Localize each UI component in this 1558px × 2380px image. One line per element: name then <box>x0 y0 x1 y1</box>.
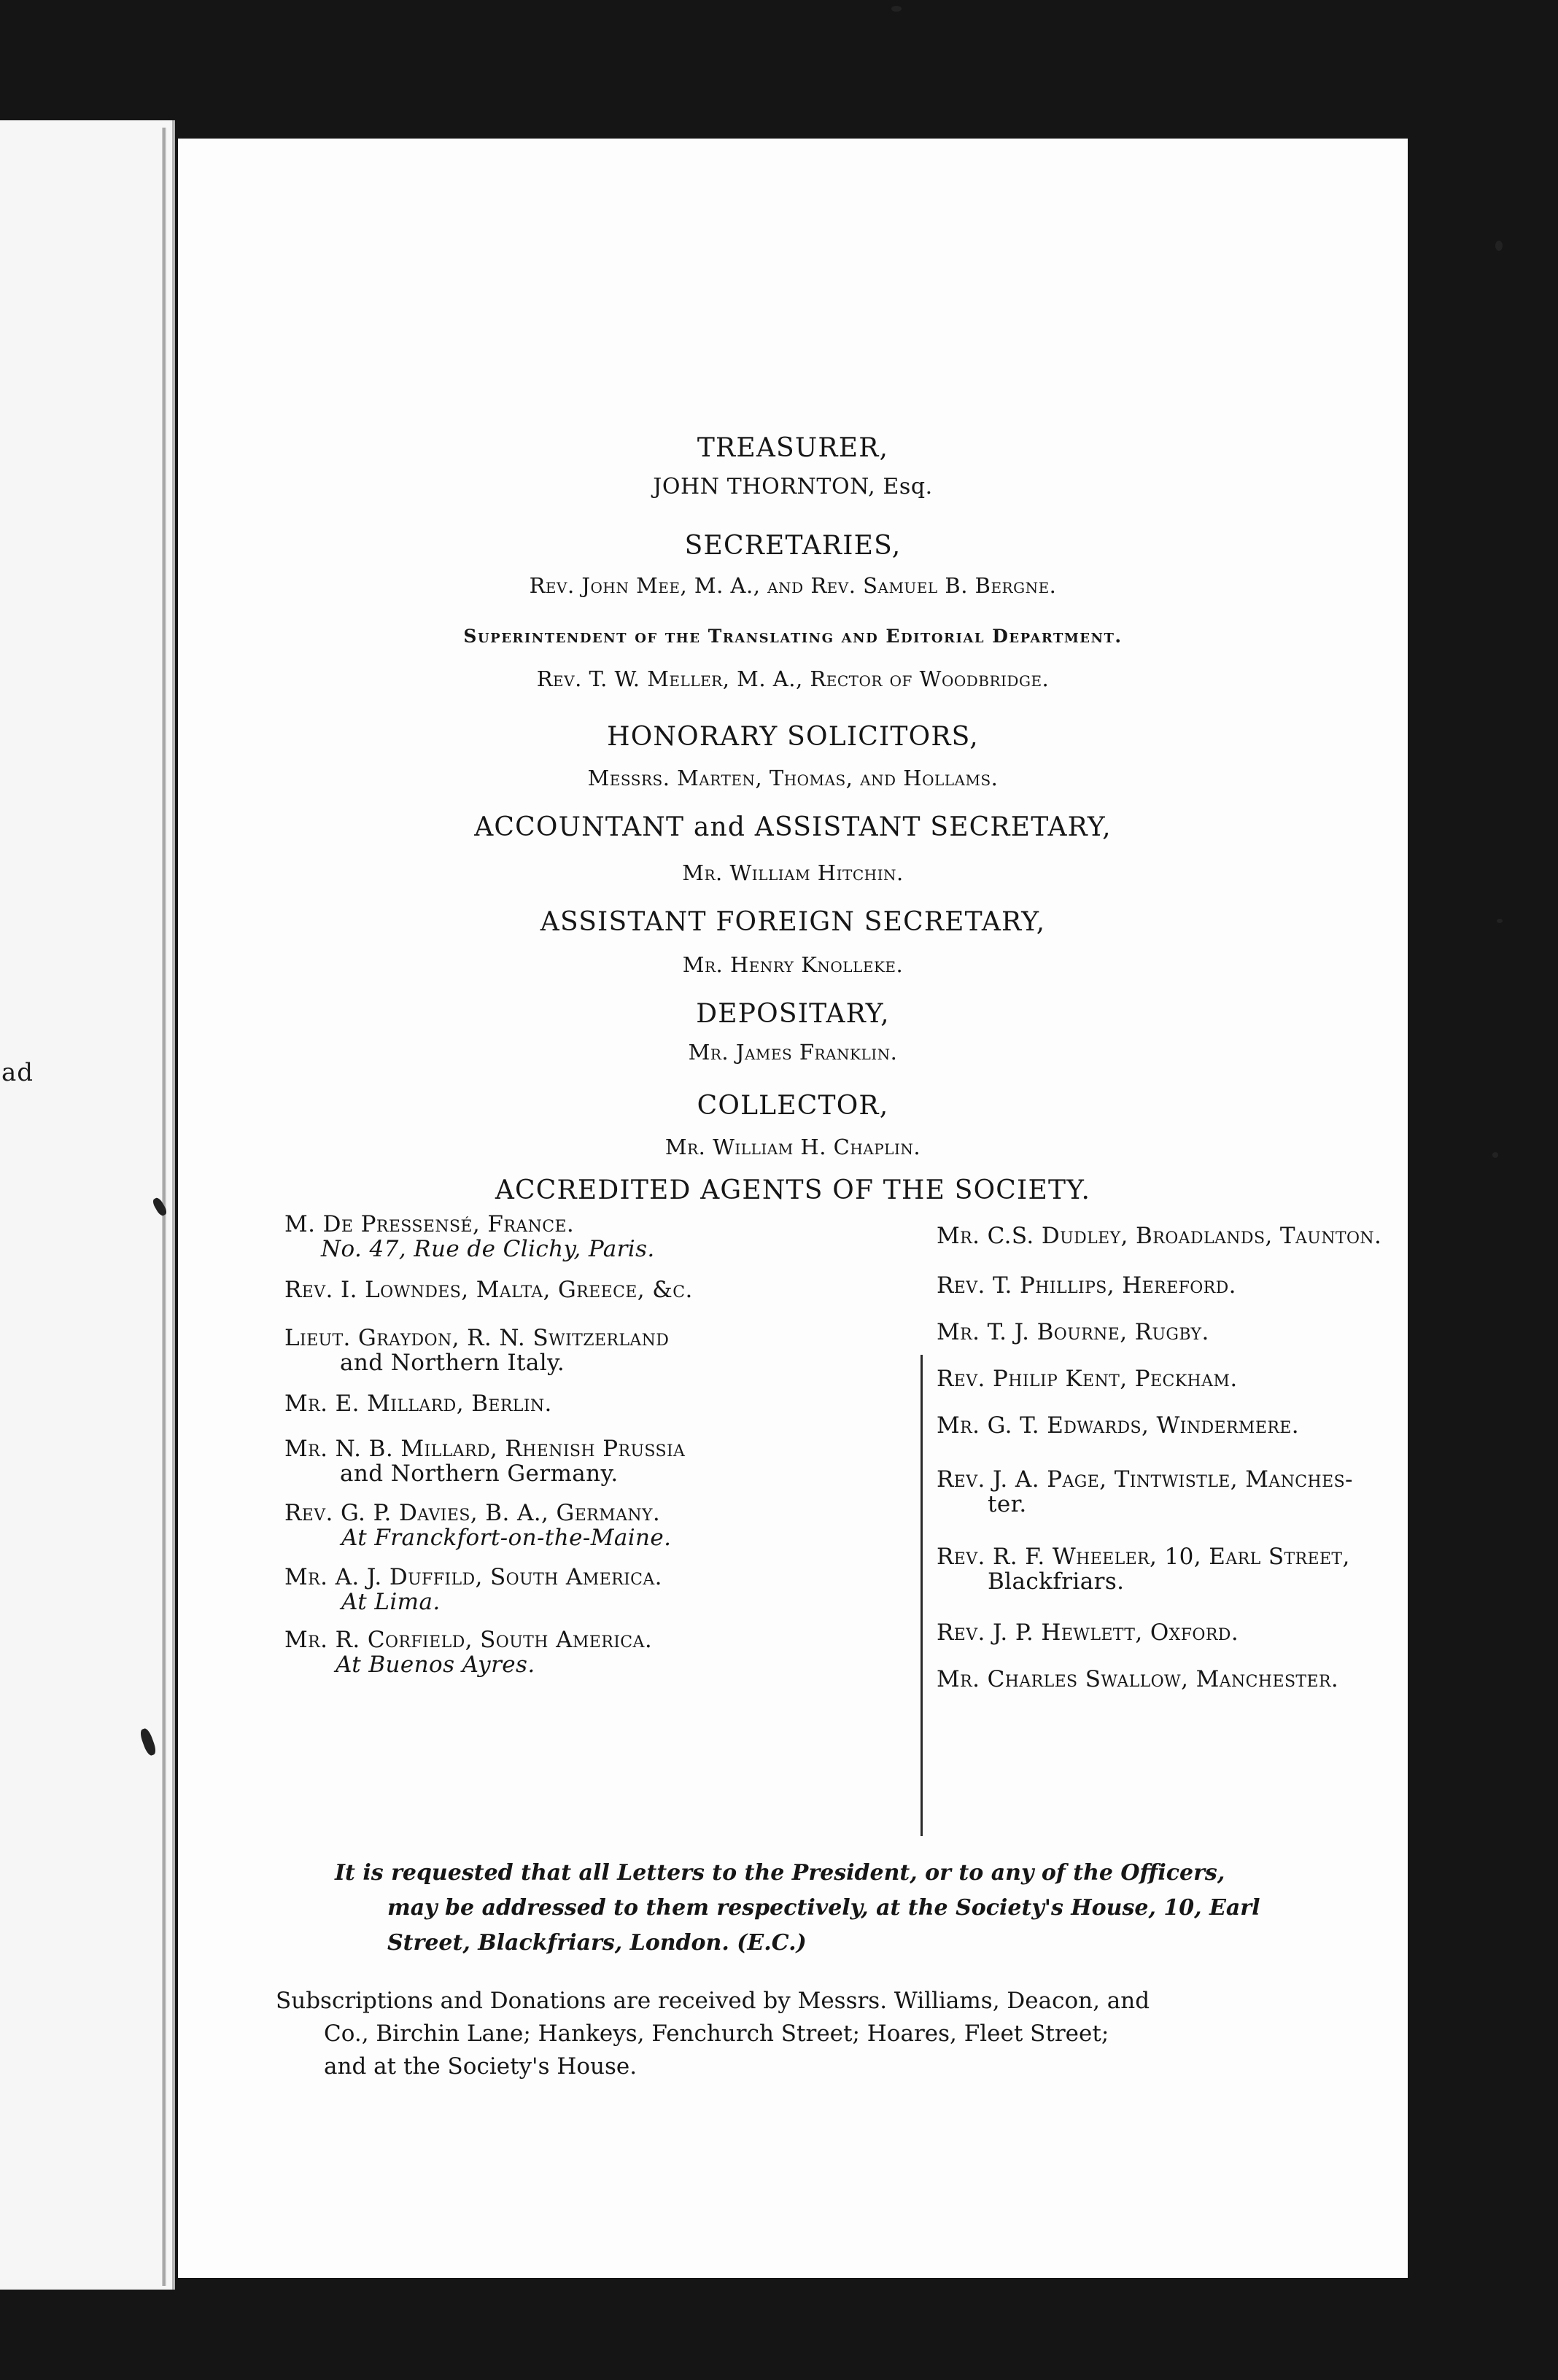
accountant-heading: ACCOUNTANT and ASSISTANT SECRETARY, <box>474 812 1112 842</box>
superintendent-name: Rev. T. W. Meller, M. A., Rector of Woodbridge. <box>536 666 1050 691</box>
agent-name: Mr. Charles Swallow, Manchester. <box>937 1666 1339 1692</box>
officers-list <box>178 139 1408 2278</box>
subscriptions-line: Co., Birchin Lane; Hankeys, Fenchurch Street; Hoares, Fleet Street; <box>324 2021 1109 2047</box>
agent-entry <box>284 1391 552 1416</box>
agent-name: M. De Pressensé, France. <box>284 1211 575 1237</box>
correspondence-notice <box>335 1856 1381 1961</box>
solicitors-heading: HONORARY SOLICITORS, <box>607 722 979 752</box>
agent-name: Mr. N. B. Millard, Rhenish Prussia <box>284 1436 686 1462</box>
accountant-name: Mr. William Hitchin. <box>682 860 904 885</box>
agent-name: Lieut. Graydon, R. N. Switzerland <box>284 1325 670 1351</box>
agent-name: Rev. J. P. Hewlett, Oxford. <box>937 1619 1239 1646</box>
agent-name: Mr. G. T. Edwards, Windermere. <box>937 1412 1299 1439</box>
agent-name: Mr. E. Millard, Berlin. <box>284 1391 552 1417</box>
agent-name: Rev. J. A. Page, Tintwistle, Manches- <box>937 1466 1353 1493</box>
agent-name: Rev. I. Lowndes, Malta, Greece, &c. <box>284 1277 693 1303</box>
agent-entry <box>284 1326 669 1375</box>
notice-line: may be addressed to them respectively, at the Society's House, 10, Earl <box>387 1895 1260 1921</box>
superintendent-heading: Superintendent of the Translating and Editorial Department. <box>463 626 1123 647</box>
agent-entry <box>937 1467 1353 1517</box>
agent-entry <box>937 1224 1381 1248</box>
agent-entry <box>284 1501 671 1550</box>
subscriptions-line: Subscriptions and Donations are received by Messrs. Williams, Deacon, and <box>276 1988 1150 2014</box>
agent-entry <box>284 1436 685 1486</box>
column-divider <box>921 1355 923 1836</box>
agent-name: Rev. Philip Kent, Peckham. <box>937 1366 1238 1392</box>
left-page-edge-text: ad <box>1 1058 34 1087</box>
agents-heading: ACCREDITED AGENTS OF THE SOCIETY. <box>495 1175 1091 1205</box>
agent-address: At Franckfort-on-the-Maine. <box>341 1525 672 1551</box>
left-page <box>0 120 175 2290</box>
agent-name: Mr. C.S. Dudley, Broadlands, Taunton. <box>937 1223 1382 1249</box>
margin-mark <box>891 6 902 12</box>
collector-name: Mr. William H. Chaplin. <box>664 1135 921 1159</box>
agent-address: At Lima. <box>341 1589 441 1615</box>
agent-entry <box>937 1320 1209 1345</box>
agent-entry <box>284 1628 652 1677</box>
agent-entry <box>937 1413 1299 1438</box>
agent-entry <box>937 1620 1239 1645</box>
agent-address: At Buenos Ayres. <box>336 1652 535 1678</box>
agent-name: Mr. R. Corfield, South America. <box>284 1627 653 1653</box>
agent-name: Rev. G. P. Davies, B. A., Germany. <box>284 1500 661 1526</box>
treasurer-heading: TREASURER, <box>697 433 889 463</box>
agent-continuation: and Northern Germany. <box>340 1461 619 1487</box>
agent-entry <box>284 1212 655 1261</box>
agent-entry <box>284 1278 693 1302</box>
solicitors-names: Messrs. Marten, Thomas, and Hollams. <box>587 766 999 790</box>
agent-name: Mr. T. J. Bourne, Rugby. <box>937 1319 1209 1345</box>
margin-mark <box>1495 241 1503 251</box>
right-page <box>178 139 1408 2278</box>
margin-mark <box>1497 919 1503 923</box>
margin-mark <box>1492 1152 1498 1158</box>
foreign-secretary-heading: ASSISTANT FOREIGN SECRETARY, <box>540 907 1046 937</box>
agent-entry <box>937 1273 1236 1298</box>
collector-heading: COLLECTOR, <box>697 1091 889 1121</box>
notice-line: It is requested that all Letters to the President, or to any of the Officers, <box>335 1860 1225 1886</box>
notice-line: Street, Blackfriars, London. (E.C.) <box>387 1930 807 1956</box>
agent-name: Mr. A. J. Duffild, South America. <box>284 1564 662 1590</box>
subscriptions-paragraph <box>276 1985 1377 2083</box>
depositary-heading: DEPOSITARY, <box>696 999 890 1029</box>
agent-entry <box>937 1544 1350 1594</box>
agent-entry <box>284 1565 662 1614</box>
treasurer-name: JOHN THORNTON, Esq. <box>653 474 933 499</box>
agent-continuation: ter. <box>988 1491 1027 1517</box>
agent-entry <box>937 1667 1338 1692</box>
depositary-name: Mr. James Franklin. <box>688 1040 898 1065</box>
agent-address: No. 47, Rue de Clichy, Paris. <box>321 1236 655 1262</box>
agent-continuation: and Northern Italy. <box>340 1350 565 1376</box>
agent-name: Rev. T. Phillips, Hereford. <box>937 1272 1236 1299</box>
subscriptions-line: and at the Society's House. <box>324 2053 637 2080</box>
agent-entry <box>937 1366 1238 1391</box>
secretaries-names: Rev. John Mee, M. A., and Rev. Samuel B. Bergne. <box>529 573 1057 598</box>
foreign-secretary-name: Mr. Henry Knolleke. <box>682 952 904 977</box>
agent-continuation: Blackfriars. <box>988 1568 1125 1595</box>
agent-name: Rev. R. F. Wheeler, 10, Earl Street, <box>937 1544 1350 1570</box>
secretaries-heading: SECRETARIES, <box>684 531 902 561</box>
